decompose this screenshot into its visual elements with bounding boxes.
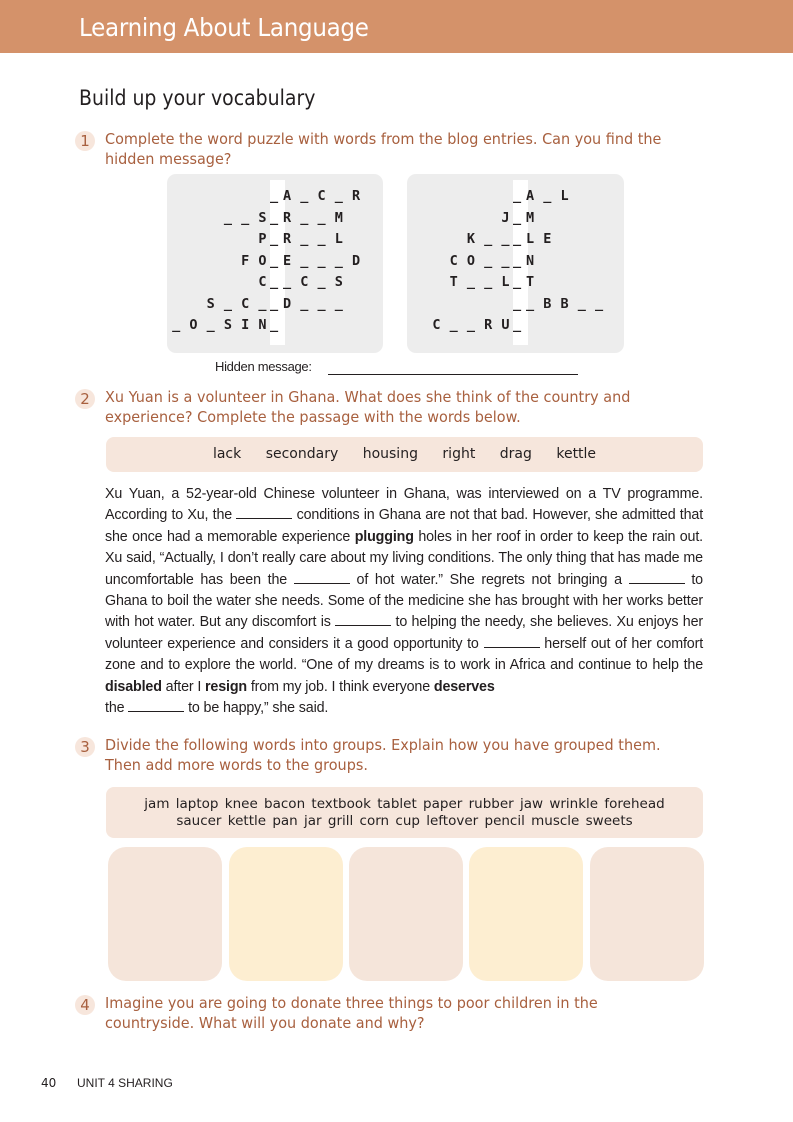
puzzle-right-row-right: _ B B _ _ xyxy=(526,295,604,312)
hidden-message-answer-line[interactable] xyxy=(328,374,578,375)
passage-text: from my job. I think everyone xyxy=(250,678,431,695)
puzzle-left-key-letter[interactable]: _ xyxy=(270,252,279,269)
bold-word: plugging xyxy=(354,528,414,545)
question-4-text xyxy=(105,994,663,1033)
passage-text: the xyxy=(105,700,125,717)
puzzle-left-row-right: R _ _ L xyxy=(283,231,344,247)
section-title: Build up your vocabulary xyxy=(79,86,316,110)
question-line: Then add more words to the groups. xyxy=(105,755,368,774)
word-bank-word: secondary xyxy=(265,446,339,462)
question-number: 4 xyxy=(75,995,95,1015)
puzzle-right-row-left: C _ _ R U xyxy=(432,317,510,333)
puzzle-right-key-letter[interactable]: _ xyxy=(513,252,522,269)
word-bank-line: jam laptop knee bacon textbook tablet paper rubber jaw wrinkle forehead xyxy=(144,796,665,812)
puzzle-right-key-letter[interactable]: _ xyxy=(513,231,522,247)
group-box-2[interactable] xyxy=(229,847,343,981)
blank-4[interactable] xyxy=(335,613,391,626)
puzzle-right-key-letter[interactable]: _ xyxy=(513,295,522,312)
question-1-text xyxy=(105,130,663,169)
passage-text: after I xyxy=(165,678,202,695)
blank-2[interactable] xyxy=(294,571,350,584)
passage xyxy=(105,484,703,719)
puzzle-right-row-right: T xyxy=(526,274,535,290)
passage-text: to be happy,” she said. xyxy=(188,700,329,717)
puzzle-left-row-left: S _ C _ xyxy=(206,295,267,312)
puzzle-right-row-right: M xyxy=(526,209,535,226)
puzzle-right-row-left: J xyxy=(501,209,510,226)
unit-label: UNIT 4 SHARING xyxy=(77,1076,173,1090)
group-box-4[interactable] xyxy=(469,847,583,981)
question-line: Divide the following words into groups. Explain how you have grouped them. xyxy=(105,736,661,754)
puzzle-right-key-letter[interactable]: _ xyxy=(513,317,522,333)
puzzle-right-row-left: T _ _ L xyxy=(449,274,510,290)
puzzle-left-row-left: _ _ S xyxy=(223,209,267,226)
question-line: countryside. What will you donate and why? xyxy=(105,1013,425,1032)
group-box-5[interactable] xyxy=(590,847,704,981)
passage-text: herself out of her comfort zone and to explore the world. “One of my dreams is to work in Africa and continue to help the xyxy=(105,635,704,674)
puzzle-left-row-right: E _ _ _ D xyxy=(283,252,361,269)
puzzle-left-row-left: F O xyxy=(241,252,267,269)
bold-word: resign xyxy=(204,678,247,695)
question-2-text xyxy=(105,388,663,427)
puzzle-left-key-letter[interactable]: _ xyxy=(270,188,279,204)
word-bank-word: kettle xyxy=(556,446,597,462)
question-line: hidden message? xyxy=(105,149,232,168)
passage-text: holes in her roof in order to keep the rain out. Xu said, “Actually, I don’t really care about my living conditions. The only thing that has made me uncomfortable has been the xyxy=(105,528,703,588)
puzzle-right-row-left: C O _ _ xyxy=(449,252,510,269)
puzzle-right-key-letter[interactable]: _ xyxy=(513,274,522,290)
word-bank-word: drag xyxy=(499,446,532,462)
blank-3[interactable] xyxy=(629,571,685,584)
puzzle-left-key-letter[interactable]: _ xyxy=(270,209,279,226)
bold-word: disabled xyxy=(105,678,162,695)
puzzle-left-row-right: _ C _ S xyxy=(283,274,344,290)
puzzle-right-row-right: A _ L xyxy=(526,188,570,204)
page-number: 40 xyxy=(41,1076,57,1090)
hidden-message-label: Hidden message: xyxy=(215,359,312,374)
page-title: Learning About Language xyxy=(79,13,369,42)
group-box-3[interactable] xyxy=(349,847,463,981)
question-line: Complete the word puzzle with words from the blog entries. Can you find the xyxy=(105,130,662,148)
puzzle-left-key-letter[interactable]: _ xyxy=(270,274,279,290)
blank-6[interactable] xyxy=(128,699,184,712)
puzzle-right-row-right: L E xyxy=(526,231,552,247)
word-bank-word: housing xyxy=(362,446,418,462)
passage-text: of hot water.” She regrets not bringing a xyxy=(356,571,622,588)
puzzle-right-row-left: K _ _ xyxy=(466,231,510,247)
passage-text: to Ghana to boil the water she needs. Some of the medicine she has brought with her works better with hot water. But any discomfort is xyxy=(105,571,703,631)
blank-1[interactable] xyxy=(236,506,292,519)
question-3-text xyxy=(105,736,663,775)
passage-text: Xu Yuan, a 52-year-old Chinese volunteer in Ghana, was interviewed on a TV programme. According to Xu, the xyxy=(105,486,703,524)
puzzle-left-row-left: C xyxy=(258,274,267,290)
puzzle-right-key-letter[interactable]: _ xyxy=(513,209,522,226)
group-box-1[interactable] xyxy=(108,847,222,981)
question-number: 1 xyxy=(75,131,95,151)
word-bank-word: lack xyxy=(212,446,242,462)
puzzle-left-key-letter[interactable]: _ xyxy=(270,231,279,247)
question-line: Imagine you are going to donate three things to poor children in the xyxy=(105,994,598,1012)
puzzle-left-row-right: A _ C _ R xyxy=(283,188,361,204)
puzzle-right-row-right: N xyxy=(526,252,535,269)
question-number: 2 xyxy=(75,389,95,409)
word-bank-word: right xyxy=(442,446,476,462)
passage-text: conditions in Ghana are not that bad. However, she admitted that she once had a memorable experience xyxy=(105,507,704,545)
puzzle-right-key-letter[interactable]: _ xyxy=(513,188,522,204)
blank-5[interactable] xyxy=(484,635,540,648)
question-line: experience? Complete the passage with the words below. xyxy=(105,407,521,426)
word-bank-3 xyxy=(106,787,703,838)
puzzle-left-key-letter[interactable]: _ xyxy=(270,295,279,312)
puzzle-left-key-letter[interactable]: _ xyxy=(270,317,279,333)
bold-word: deserves xyxy=(433,678,495,695)
passage-text: to helping the needy, she believes. Xu enjoys her volunteer experience and considers it a good opportunity to xyxy=(105,614,704,652)
question-number: 3 xyxy=(75,737,95,757)
puzzle-left-row-right: D _ _ _ xyxy=(283,295,344,312)
question-line: Xu Yuan is a volunteer in Ghana. What does she think of the country and xyxy=(105,388,631,406)
puzzle-left-row-left: P xyxy=(258,231,267,247)
puzzle-left-row-right: R _ _ M xyxy=(283,209,344,226)
word-bank-line: saucer kettle pan jar grill corn cup leftover pencil muscle sweets xyxy=(176,813,633,829)
puzzle-left-row-left: _ O _ S I N xyxy=(172,317,267,333)
word-bank-2 xyxy=(106,437,703,472)
